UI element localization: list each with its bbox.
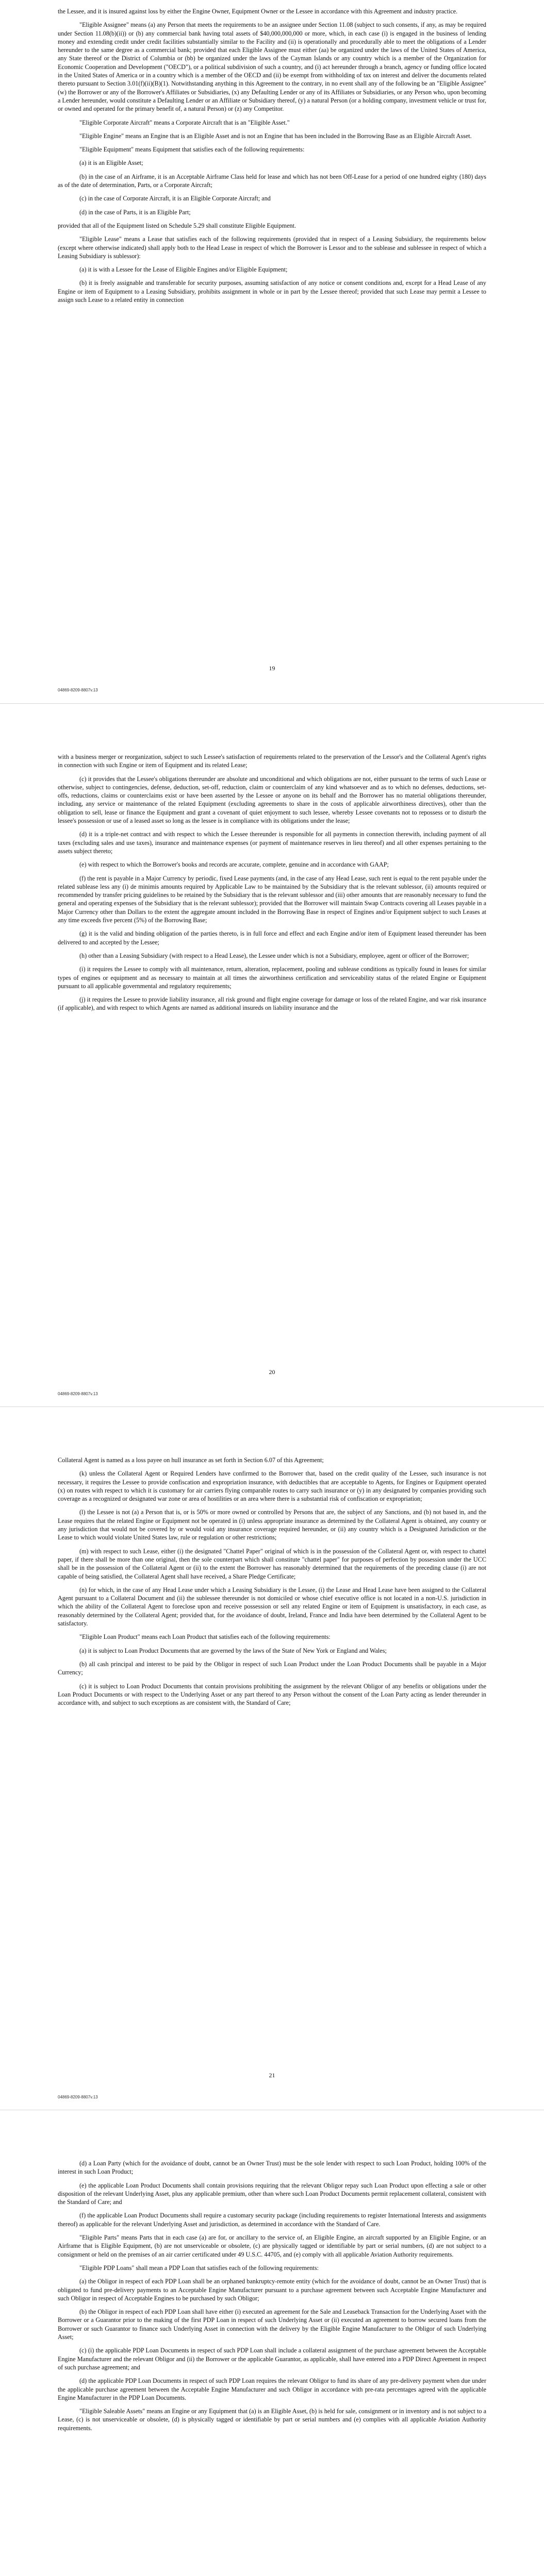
list-item: (d) in the case of Parts, it is an Eligible Part; — [79, 208, 191, 216]
list-item: (e) the applicable Loan Product Documents shall contain provisions requiring that the relevant Obligor repay such Loan Product upon effecting a sale or other disposition of the relevant Underlying Asset, plus any applicable premium, other than where such Loan Product Documents permit replacement collateral, consistent with the Standard of Care; and — [58, 2181, 486, 2206]
document-id-footer: 04869-8209-8807v.13 — [58, 1392, 98, 1396]
list-item: (b) it is freely assignable and transferable for security purposes, assuming satisfaction of any notice or consent conditions and, except for a Head Lease of any Engine or item of Equipment to a Leasing Subsidiary, prohibits assignment in whole or in part by the Lessee thereof; provided that such Lease may permit a Lessee to assign such Lease to a related entity in connection — [58, 279, 486, 304]
list-item: (g) it is the valid and binding obligation of the parties thereto, is in full force and effect and each Engine and/or item of Equipment leased thereunder has been delivered to and accepted by the Lessee; — [58, 930, 486, 946]
paragraph: Collateral Agent is named as a loss payee on hull insurance as set forth in Section 6.07 of this Agreement; — [58, 1456, 324, 1464]
list-item: (i) it requires the Lessee to comply with all maintenance, return, alteration, replacement, pooling and sublease conditions as typically found in leases for similar types of engines or equipment and as necessary to maintain at all times the airworthiness certification and serviceability status of the related Engine or Equipment pursuant to all applicable governmental and regulatory requirements; — [58, 965, 486, 990]
list-item: (k) unless the Collateral Agent or Required Lenders have confirmed to the Borrower that, based on the credit quality of the Lessee, such insurance is not necessary, it requires the Lessee to provide confiscation and expropriation insurance, with deductibles that are acceptable to Agents, for Engines or Equipment operated (x) on routes with respect to which it is customary for air carriers flying comparable routes to carry such insurance or (y) in any designated by companies providing such coverage as a recognized or designated war zone or area of hostilities or an area where there is a substantial risk of confiscation or expropriation; — [58, 1470, 486, 1503]
list-item: (l) the Lessee is not (a) a Person that is, or is 50% or more owned or controlled by Persons that are, the subject of any Sanctions, and (b) not based in, and the Lease requires that the related Engine or Equipment not be operated in (i) unless appropriate insurance as determined by the Collateral Agent is obtained, any country or any jurisdiction that would not be covered by or would void any insurance coverage required hereunder, or (ii) any country which is a Designated Jurisdiction or the Lease to which would violate United States law, rule or regulation or other restrictions; — [58, 1509, 486, 1541]
page-body — [58, 7, 486, 309]
definition-eligible-corporate-aircraft: "Eligible Corporate Aircraft" means a Corporate Aircraft that is an "Eligible Asset." — [79, 118, 290, 126]
list-item: (b) in the case of an Airframe, it is an Acceptable Airframe Class held for lease and which has not been Off-Lease for a period of one hundred eighty (180) days as of the date of determination, Parts, or a Corporate Aircraft; — [58, 173, 486, 189]
definition-eligible-lease: "Eligible Lease" means a Lease that satisfies each of the following requirements (provided that in respect of a Leasing Subsidiary, the requirements below (except where otherwise indicated) shall apply both to the Head Lease in respect of which the Borrower is Lessor and to the sublease and sublessee in respect of which a Leasing Subsidiary is sublessor): — [58, 235, 486, 260]
page-body — [58, 2159, 486, 2437]
document-page-21 — [0, 1407, 544, 2110]
list-item: (c) in the case of Corporate Aircraft, it is an Eligible Corporate Aircraft; and — [79, 195, 271, 202]
document-id-footer: 04869-8209-8807v.13 — [58, 2095, 98, 2099]
paragraph: with a business merger or reorganization, subject to such Lessee's satisfaction of requirements related to the preservation of the Lessor's and the Collateral Agent's rights in connection with such Engine or item of Equipment and its related Lease; — [58, 753, 486, 769]
list-item: (c) it provides that the Lessee's obligations thereunder are absolute and unconditional and which obligations are not, either pursuant to the terms of such Lease or otherwise, subject to contingencies, defense, deduction, set-off, reduction, claim or counterclaim of any kind whatsoever and as to which no defenses, deductions, set-offs, reductions, claims or counterclaims exist or have been asserted by the Lessee or anyone on its behalf and the Borrower has no material obligations thereunder, including, any service or maintenance of the related Equipment (excluding agreements to share in the costs of applicable airworthiness directives), other than the obligation to sell, lease or finance the Equipment and grant a covenant of quiet enjoyment to such lessee, whereby Lessee covenants not to repossess or to disturb the lessee's possession or use of a leased asset so long as the lessee is in compliance with its obligations under the lease; — [58, 775, 486, 825]
definition-eligible-equipment: "Eligible Equipment" means Equipment that satisfies each of the following requirements: — [79, 146, 305, 154]
definition-eligible-pdp-loans: "Eligible PDP Loans" shall mean a PDP Loan that satisfies each of the following requirements: — [79, 2264, 319, 2272]
list-item: (c) (i) the applicable PDP Loan Documents in respect of such PDP Loan shall include a collateral assignment of the purchase agreement between the Acceptable Engine Manufacturer and the relevant Obligor and (ii) the Borrower or the applicable Guarantor, as applicable, shall have entered into a PDP Direct Agreement in respect of such purchase agreement; and — [58, 2347, 486, 2371]
list-item: (j) it requires the Lessee to provide liability insurance, all risk ground and flight engine coverage for damage or loss of the related Engine, and war risk insurance (if applicable), and with respect to which Agents are named as additional insureds on liability insurance and the — [58, 996, 486, 1012]
definition-eligible-loan-product: "Eligible Loan Product" means each Loan Product that satisfies each of the following requirements: — [79, 1633, 331, 1641]
definition-eligible-saleable-assets: "Eligible Saleable Assets" means an Engine or any Equipment that (a) is an Eligible Asset, (b) is held for sale, consignment or in inventory and is not subject to a Lease, (c) is not unserviceable or obsolete, (d) is physically tagged or identifiable by part or serial numbers and (e) complies with all applicable Aviation Authority requirements. — [58, 2408, 486, 2432]
list-item: (m) with respect to such Lease, either (i) the designated "Chattel Paper" original of which is in the possession of the Collateral Agent or, with respect to chattel paper, if there shall be more than one original, then the sole counterpart which shall constitute "chattel paper" for purposes of perfection by possession under the UCC shall be in the possession of the Collateral Agent or (ii) to the extent the Borrower has reasonably determined that the requirements of the preceding clause (i) are not capable of being satisfied, the Collateral Agent shall have received, a Share Pledge Certificate; — [58, 1547, 486, 1580]
list-item: (a) it is an Eligible Asset; — [79, 159, 143, 167]
list-item: (c) it is subject to Loan Product Documents that contain provisions prohibiting the assignment by the relevant Obligor of any benefits or obligations under the Loan Product Documents or with respect to the Underlying Asset or any part thereof to any Person without the consent of the Loan Party acting as lender thereunder in accordance with, and subject to such exceptions as are consistent with, the Standard of Care; — [58, 1682, 486, 1707]
definition-eligible-engine: "Eligible Engine" means an Engine that is an Eligible Asset and is not an Engine that has been included in the Borrowing Base as an Eligible Aircraft Asset. — [79, 132, 472, 140]
definition-eligible-parts: "Eligible Parts" means Parts that in each case (a) are for, or ancillary to the service of, an Eligible Engine, an aircraft supported by an Eligible Engine, or an Airframe that is Eligible Equipment, (b) are not unserviceable or obsolete, (c) are physically tagged or identifiable by part or serial numbers, (d) are not subject to a consignment or held on the premises of an air carrier certificated under 49 U.S.C. 44705, and (e) comply with all applicable Aviation Authority requirements. — [58, 2234, 486, 2258]
document-page-20 — [0, 704, 544, 1406]
document-id-footer: 04869-8209-8807v.13 — [58, 688, 98, 692]
paragraph: the Lessee, and it is insured against loss by either the Engine Owner, Equipment Owner or the Lessee in accordance with this Agreement and industry practice. — [58, 8, 458, 15]
page-body — [58, 1456, 486, 1712]
list-item: (a) it is with a Lessee for the Lease of Eligible Engines and/or Eligible Equipment; — [79, 266, 288, 274]
page-number: 20 — [269, 1368, 275, 1376]
list-item: (d) it is a triple-net contract and with respect to which the Lessee thereunder is responsible for all payments in connection therewith, including payment of all taxes (excluding sales and use taxes), insurance and maintenance expenses (or payment of maintenance reserves in lieu thereof) and all other expenses pertaining to the assets subject thereto; — [58, 831, 486, 855]
list-item: (f) the applicable Loan Product Documents shall require a customary security package (including requirements to register International Interests and assignments thereof) as applicable for the relevant Underlying Asset and jurisdiction, as determined in accordance with the Standard of Care. — [58, 2212, 486, 2228]
document-page-19 — [0, 0, 544, 703]
page-body — [58, 753, 486, 1018]
list-item: (a) the Obligor in respect of each PDP Loan shall be an orphaned bankruptcy-remote entity (which for the avoidance of doubt, cannot be an Owner Trust) that is obligated to fund pre-delivery payments to an Acceptable Engine Manufacturer pursuant to a purchase agreement between such Acceptable Engine Manufacturer and such Obligor in respect of Acceptable Engines to be purchased by such Obligor; — [58, 2278, 486, 2302]
list-item: (n) for which, in the case of any Head Lease under which a Leasing Subsidiary is the Lessee, (i) the Lease and Head Lease have been assigned to the Collateral Agent pursuant to a Collateral Document and (ii) the sublessee thereunder is not domiciled or whose chief executive office is not located in a non-U.S. jurisdiction in which the ability of the Collateral Agent to foreclose upon and receive possession or sell any related Engine or item of Equipment is unsatisfactory, in each case, as reasonably determined by the Collateral Agent; provided that, for the avoidance of doubt, Ireland, France and India have been determined by the Collateral Agent to be satisfactory. — [58, 1586, 486, 1628]
list-item: (h) other than a Leasing Subsidiary (with respect to a Head Lease), the Lessee under which is not a Subsidiary, employee, agent or officer of the Borrower; — [79, 952, 469, 959]
document-page-22 — [0, 2110, 544, 2576]
page-number: 21 — [269, 2072, 275, 2079]
list-item: (b) all cash principal and interest to be paid by the Obligor in respect of such Loan Product under the Loan Product Documents shall be payable in a Major Currency; — [58, 1660, 486, 1676]
page-number: 19 — [269, 665, 275, 672]
list-item: (d) a Loan Party (which for the avoidance of doubt, cannot be an Owner Trust) must be the sole lender with respect to such Loan Product, holding 100% of the interest in such Loan Product; — [58, 2160, 486, 2176]
list-item: (f) the rent is payable in a Major Currency by periodic, fixed Lease payments (and, in the case of any Head Lease, such rent is equal to the rent payable under the related sublease less any (i) de minimis amounts required by Applicable Law to be maintained by the Subsidiary that is the relevant sublessor, (ii) amounts required or recommended by transfer pricing guidelines to be retained by the Subsidiary that is the relevant sublessor and (iii) other amounts that are reasonably necessary to fund the general and operating expenses of the Subsidiary that is the relevant sublessor); provided that the Borrower will maintain Swap Contracts covering all Leases payable in a Major Currency other than Dollars to the extent the aggregate amount included in the Borrowing Base in respect of Engines and/or Equipment subject to such Leases at any time exceeds five percent (5%) of the Borrowing Base; — [58, 874, 486, 924]
list-item: (a) it is subject to Loan Product Documents that are governed by the laws of the State of New York or England and Wales; — [79, 1647, 387, 1654]
list-item: (e) with respect to which the Borrower's books and records are accurate, complete, genuine and in accordance with GAAP; — [79, 861, 389, 869]
definition-eligible-assignee: "Eligible Assignee" means (a) any Person that meets the requirements to be an assignee under Section 11.08 (subject to such consents, if any, as may be required under Section 11.08(b)(ii)) or (b) any commercial bank having total assets of $40,000,000,000 or more, which, in each case (i) is engaged in the business of lending money and extending credit under credit facilities substantially similar to the Facility and (ii) is operationally and procedurally able to meet the obligations of a Lender hereunder to the same degree as a commercial bank; provided that each Eligible Assignee must either (aa) be organized under the laws of the United States of America, any State thereof or the District of Columbia or (bb) be organized under the laws of the Cayman Islands or any country which is a member of the Organization for Economic Cooperation and Development ("OECD"), or a political subdivision of such a country, and (i) act hereunder through a branch, agency or funding office located in the United States of America or in a country which is a member of the OECD and (ii) be exempt from withholding of tax on interest and deliver the documents related thereto pursuant to Section 3.01(f)(ii)(B)(1). Notwithstanding anything in this Agreement to the contrary, in no event shall any of the following be an "Eligible Assignee" (w) the Borrower or any of the Borrower's Affiliates or Subsidiaries, (x) any Defaulting Lender or any of its Affiliates or Subsidiaries, or any Person who, upon becoming a Lender hereunder, would constitute a Defaulting Lender or an Affiliate or Subsidiary thereof, (y) a natural Person (or a holding company, investment vehicle or trust for, or owned and operated for the primary benefit of, a natural Person) or (z) any Competitor. — [58, 21, 486, 113]
list-item: (d) the applicable PDP Loan Documents in respect of such PDP Loan requires the relevant Obligor to fund its share of any pre-delivery payment when due under the applicable purchase agreement between the Acceptable Engine Manufacturer and such Obligor in accordance with pre-rata percentages agreed with the applicable Engine Manufacturer in the PDP Loan Documents. — [58, 2377, 486, 2401]
list-item: (b) the Obligor in respect of each PDP Loan shall have either (i) executed an agreement for the Sale and Leaseback Transaction for the Underlying Asset with the Borrower or a Guarantor prior to the making of the first PDP Loan in respect of such Underlying Asset or (ii) executed an agreement to borrow secured loans from the Borrower or such Guarantor to finance such Underlying Asset in connection with the delivery by the Eligible Engine Manufacturer to the Obligor of such Underlying Asset; — [58, 2308, 486, 2341]
proviso: provided that all of the Equipment listed on Schedule 5.29 shall constitute Eligible Equipment. — [58, 222, 296, 229]
